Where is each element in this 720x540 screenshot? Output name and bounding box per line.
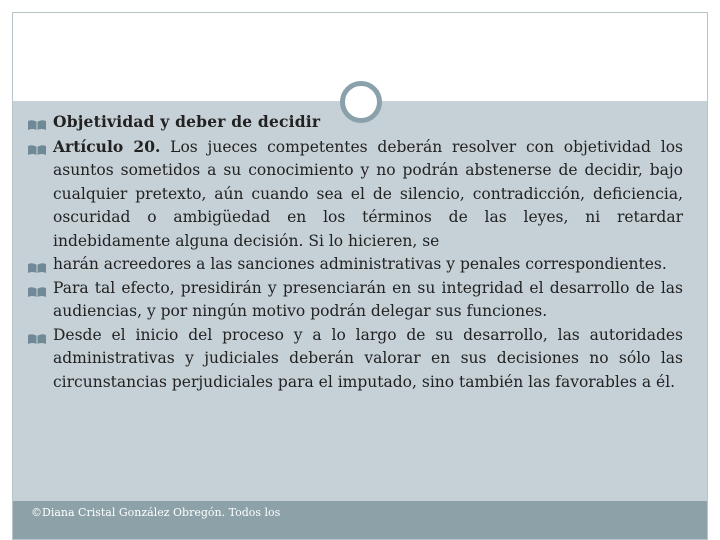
bullet-text: Desde el inicio del proceso y a lo largo de su desarrollo, las autoridades administrativas y judiciales deberán valorar en sus decisiones no sólo las circunstancias perjudiciales para el imputado, sino también las favorables a él. [53, 325, 683, 391]
bullet-heading [27, 110, 683, 135]
open-book-bullet-icon [27, 329, 47, 341]
bullet-text: harán acreedores a las sanciones administrativas y penales correspondientes. [53, 255, 667, 273]
bullet-text: Los jueces competentes deberán resolver con objetividad los asuntos sometidos a su conocimiento y no podrán abstenerse de decidir, bajo cualquier pretexto, aún cuando sea el de silencio, contradicción, deficiencia, oscuridad o ambigüedad en los términos de las leyes, ni retardar indebidamente alguna decisión. Si lo hicieren, se [53, 137, 683, 250]
bullet-text: Para tal efecto, presidirán y presenciarán en su integridad el desarrollo de las audiencias, y por ningún motivo podrán delegar sus funciones. [53, 278, 683, 320]
article-label: Artículo 20. [53, 136, 161, 156]
bullet-item [27, 324, 683, 395]
footer-copyright: ©Diana Cristal González Obregón. Todos los [31, 506, 281, 519]
section-heading: Objetividad y deber de decidir [53, 112, 321, 131]
open-book-bullet-icon [27, 115, 47, 127]
bullet-item [27, 277, 683, 324]
open-book-bullet-icon [27, 258, 47, 270]
open-book-bullet-icon [27, 282, 47, 294]
bullet-list [27, 110, 683, 394]
open-book-bullet-icon [27, 140, 47, 152]
bullet-item [27, 135, 683, 254]
bullet-item [27, 253, 683, 277]
